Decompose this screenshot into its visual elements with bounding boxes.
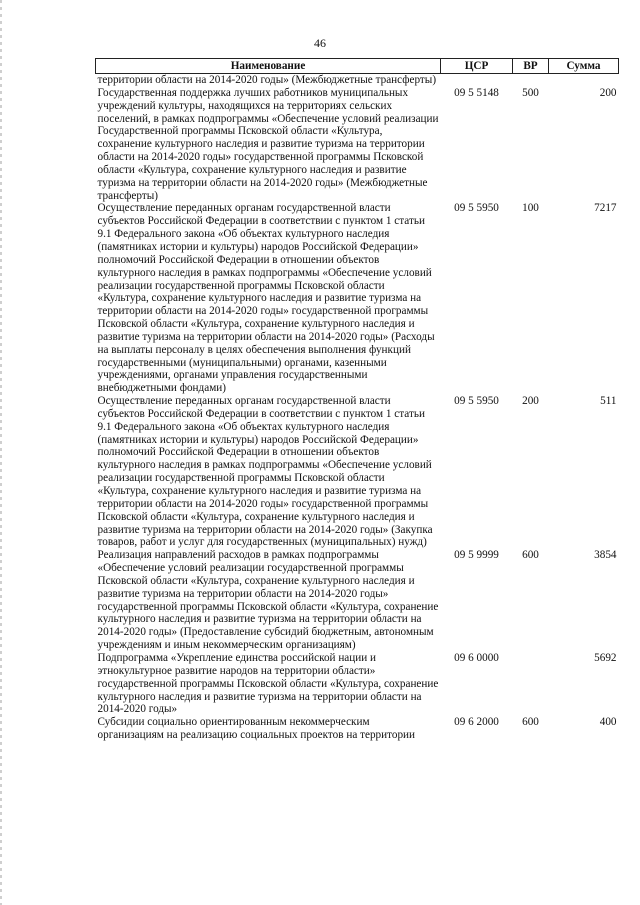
table-row [96,74,619,87]
row-vr: 200 [522,395,539,408]
row-sum: 511 [600,395,617,408]
header-csr: ЦСР [441,59,513,74]
row-name: Осуществление переданных органам государственной власти субъектов Российской Федерации в соответствии с пунктом 1 статьи 9.1 Федерального закона «Об объектах культурного наследия (памятниках истории и культуры) народов Российской Федерации» полномочий Российской Федерации в отношении объектов культурного наследия в рамках подпрограммы «Обеспечение условий реализации государственной программы Псковской области «Культура, сохранение культурного наследия и развитие туризма на территории области на 2014-2020 годы» государственной программы Псковской области «Культура, сохранение культурного наследия и развитие туризма на территории области на 2014-2020 годы» (Расходы на выплаты персоналу в целях обеспечения выполнения функций государственными (муниципальными) органами, казенными учреждениями, органами управления государственными внебюджетными фондами) [97,202,435,395]
budget-table [95,58,619,742]
row-name: Подпрограмма «Укрепление единства российской нации и этнокультурное развитие народов на территории области» государственной программы Псковской области «Культура, сохранение культурного наследия и развитие туризма на территории области на 2014-2020 годы» [97,651,439,716]
row-vr [513,652,549,716]
table-row [96,395,619,549]
row-name: территории области на 2014-2020 годы» (Межбюджетные трансферты) [97,74,437,86]
row-sum: 3854 [594,549,617,562]
row-sum: 400 [599,716,617,729]
row-csr: 09 5 5148 [454,86,499,99]
row-vr: 600 [522,549,539,562]
row-name: Реализация направлений расходов в рамках подпрограммы «Обеспечение условий реализации государственной программы Псковской области «Культура, сохранение культурного наследия и развитие туризма на территории области на 2014-2020 годы» государственной программы Псковской области «Культура, сохранение культурного наследия и развитие туризма на территории области на 2014-2020 годы» (Предоставление субсидий бюджетным, автономным учреждениям и иным некоммерческим организациям) [97,549,439,652]
row-csr: 09 5 5950 [454,202,499,215]
page-number: 46 [314,36,326,50]
row-sum: 7217 [594,202,617,215]
row-sum: 200 [599,86,617,99]
row-csr: 09 6 2000 [454,716,499,729]
table-row [96,87,619,203]
row-sum: 5692 [594,651,617,664]
row-csr: 09 5 5950 [454,395,499,408]
header-name: Наименование [96,59,441,74]
row-vr: 100 [522,202,539,215]
table-row [96,652,619,716]
row-vr [513,74,549,87]
table-row [96,716,619,742]
row-name: Субсидии социально ориентированным некоммерческим организациям на реализацию социальных проектов на территории [97,716,416,742]
table-header-row [96,59,619,74]
row-sum [549,74,619,87]
header-vr: ВР [513,59,549,74]
row-vr: 500 [522,86,539,99]
scan-edge-artifact [0,0,2,905]
table-row [96,549,619,652]
row-vr: 600 [522,716,539,729]
table-row [96,202,619,395]
row-name: Осуществление переданных органам государственной власти субъектов Российской Федерации в соответствии с пунктом 1 статьи 9.1 Федерального закона «Об объектах культурного наследия (памятниках истории и культуры) народов Российской Федерации» полномочий Российской Федерации в отношении объектов культурного наследия в рамках подпрограммы «Обеспечение условий реализации государственной программы Псковской области «Культура, сохранение культурного наследия и развитие туризма на территории области на 2014-2020 годы» государственной программы Псковской области «Культура, сохранение культурного наследия и развитие туризма на территории области на 2014-2020 годы» (Закупка товаров, работ и услуг для государственных (муниципальных) нужд) [97,395,433,549]
header-sum: Сумма [549,59,619,74]
row-csr: 09 5 9999 [454,549,499,562]
row-csr [441,74,513,87]
row-csr: 09 6 0000 [454,651,499,664]
row-name: Государственная поддержка лучших работников муниципальных учреждений культуры, находящихся на территориях сельских поселений, в рамках подпрограммы «Обеспечение условий реализации Государственной программы Псковской области «Культура, сохранение культурного наследия и развитие туризма на территории области на 2014-2020 годы» государственной программы Псковской области «Культура, сохранение культурного наследия и развитие туризма на территории области на 2014-2020 годы» (Межбюджетные трансферты) [97,86,439,202]
